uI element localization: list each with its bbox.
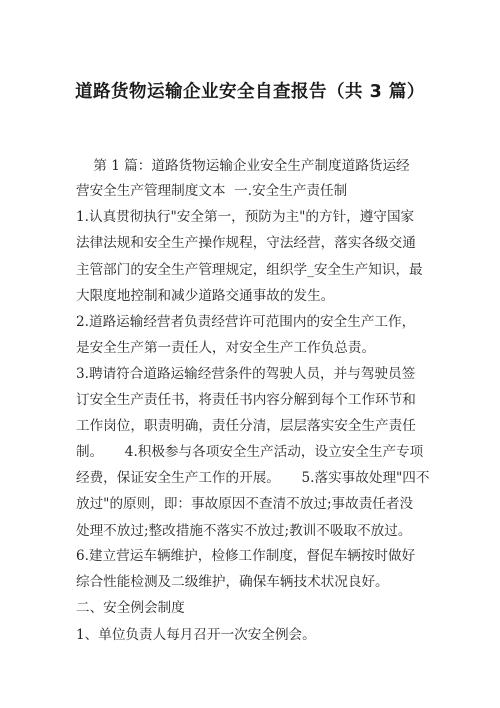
text-line: 2.道路运输经营者负责经营许可范围内的安全生产工作， bbox=[76, 314, 416, 330]
text-line: 制。 4.积极参与各项安全生产活动，设立安全生产专项 bbox=[76, 444, 424, 460]
text-line: 1.认真贯彻执行"安全第一，预防为主"的方针，遵守国家 bbox=[76, 209, 415, 225]
text-line: 工作岗位，职责明确，责任分清，层层落实安全生产责任 bbox=[76, 418, 416, 434]
text-line: 是安全生产第一责任人，对安全生产工作负总责。 bbox=[76, 340, 376, 356]
text-line: 第 1 篇：道路货物运输企业安全生产制度道路货运经 bbox=[76, 158, 410, 174]
text-line: 1、单位负责人每月召开一次安全例会。 bbox=[76, 627, 316, 643]
text-line: 3.聘请符合道路运输经营条件的驾驶人员，并与驾驶员签 bbox=[76, 366, 416, 382]
text-line: 主管部门的安全生产管理规定，组织学_安全生产知识，最 bbox=[76, 262, 423, 278]
text-line: 订安全生产责任书，将责任书内容分解到每个工作环节和 bbox=[76, 392, 416, 408]
text-line: 法律法规和安全生产操作规程，守法经营，落实各级交通 bbox=[76, 235, 416, 251]
section-heading: 二、安全例会制度 bbox=[76, 600, 185, 616]
text-line: 6.建立营运车辆维护，检修工作制度，督促车辆按时做好 bbox=[76, 548, 416, 564]
text-line: 处理不放过;整改措施不落实不放过;教训不吸取不放过。 bbox=[76, 523, 412, 539]
text-line: 放过"的原则，即：事故原因不查清不放过;事故责任者没 bbox=[76, 496, 414, 512]
text-line: 综合性能检测及二级维护，确保车辆技术状况良好。 bbox=[76, 574, 389, 590]
document-title: 道路货物运输企业安全自查报告（共 3 篇） bbox=[75, 82, 425, 102]
text-line: 大限度地控制和减少道路交通事故的发生。 bbox=[76, 288, 335, 304]
text-line: 营安全生产管理制度文本 一.安全生产责任制 bbox=[76, 183, 348, 199]
text-line: 经费，保证安全生产工作的开展。 5.落实事故处理"四不 bbox=[76, 470, 430, 486]
